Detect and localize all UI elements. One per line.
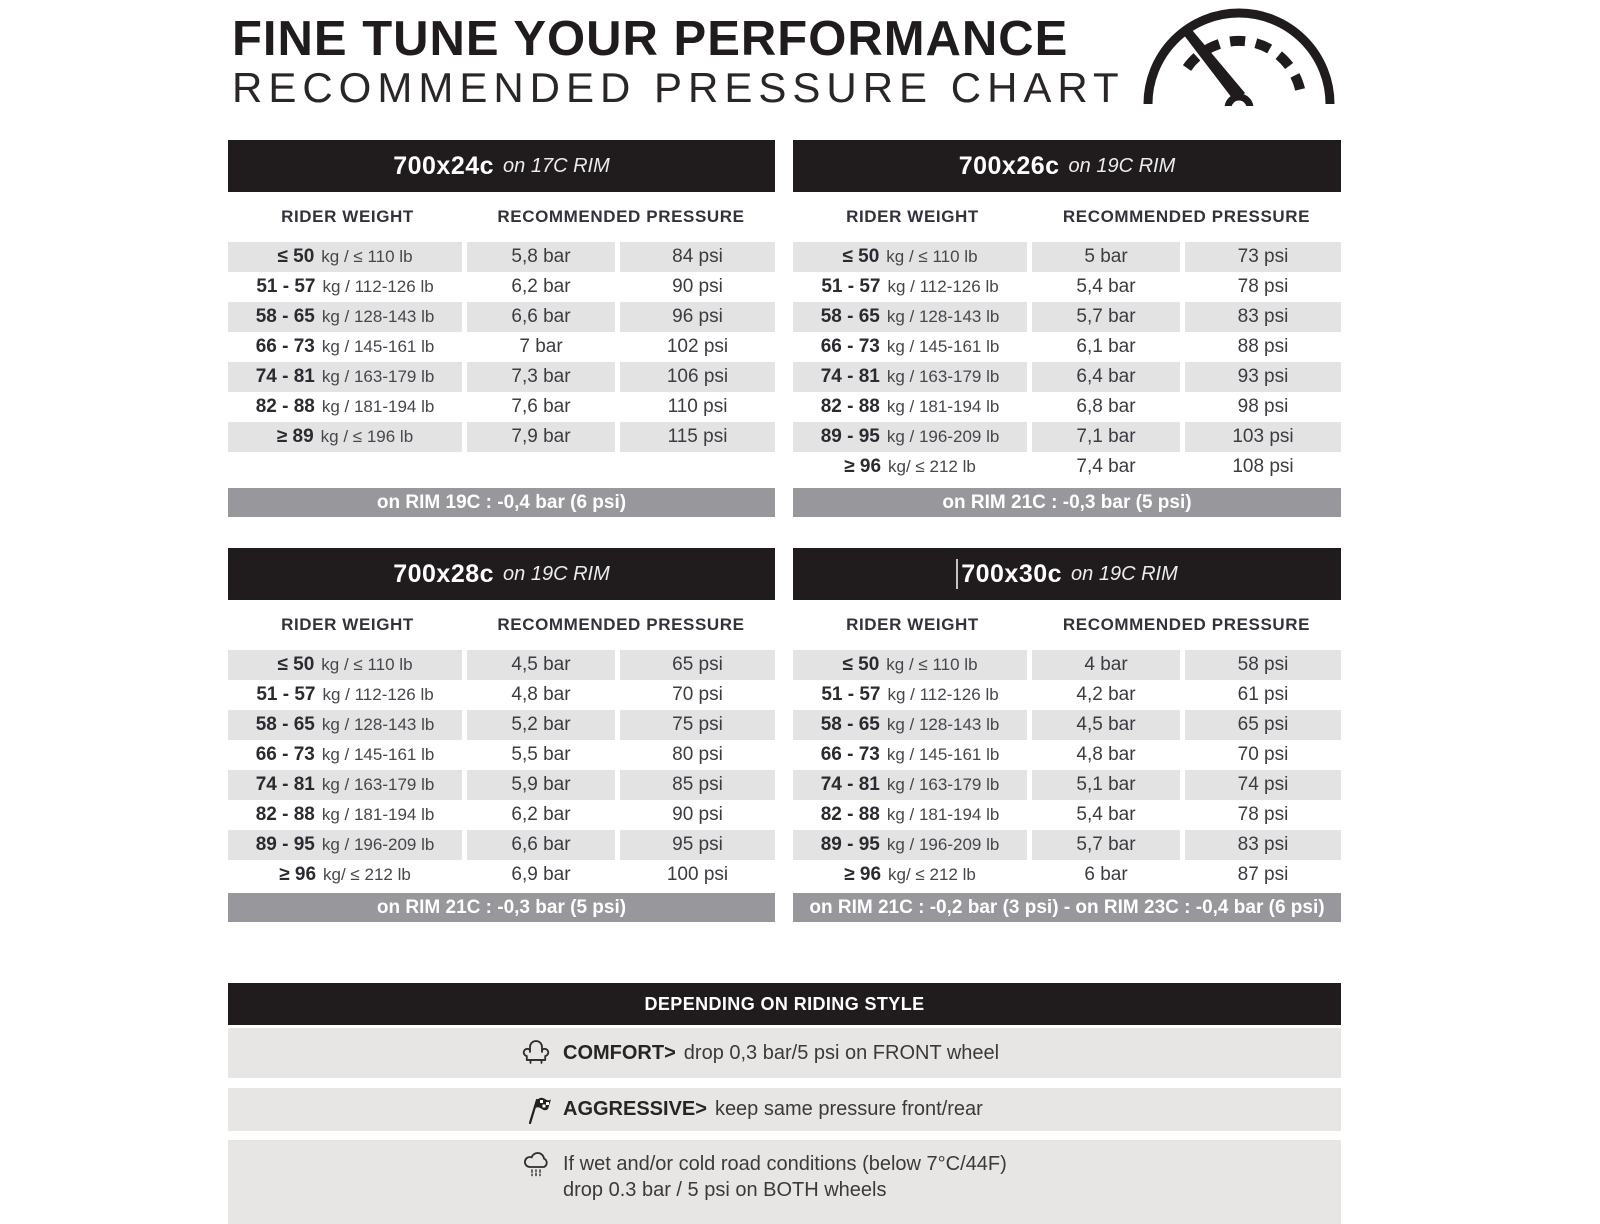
rider-weight-cell xyxy=(793,362,1027,392)
rider-weight-cell xyxy=(228,272,462,302)
riding-style-text: drop 0,3 bar/5 psi on FRONT wheel xyxy=(683,1041,1000,1064)
table-row xyxy=(228,242,775,272)
pressure-table-700x24c xyxy=(228,140,775,518)
pressure-psi-cell: 103 psi xyxy=(1185,422,1341,452)
weight-range-kg: ≤ 50 xyxy=(842,654,880,675)
rider-weight-cell xyxy=(228,830,462,860)
pressure-psi-cell: 100 psi xyxy=(666,864,729,885)
speedometer-gauge-icon xyxy=(1138,4,1340,106)
rider-weight-cell xyxy=(228,860,462,890)
weight-range-lb: kg / 181-194 lb xyxy=(886,805,1000,824)
riding-style-item xyxy=(228,1088,1341,1131)
weight-range-lb: kg / 163-179 lb xyxy=(321,775,435,794)
table-row xyxy=(793,332,1341,362)
table-row xyxy=(793,740,1341,770)
table-row xyxy=(228,770,775,800)
rim-adjustment-note: on RIM 21C : -0,2 bar (3 psi) - on RIM 23C : -0,4 bar (6 psi) xyxy=(793,893,1341,922)
weight-range-lb: kg / 112-126 lb xyxy=(322,685,434,704)
riding-style-item xyxy=(228,1028,1341,1078)
weight-range-kg: ≥ 96 xyxy=(279,864,317,885)
rider-weight-cell xyxy=(793,740,1027,770)
rim-adjustment-note: on RIM 21C : -0,3 bar (5 psi) xyxy=(793,488,1341,517)
rim-spec-label: on 17C RIM xyxy=(503,154,610,177)
rider-weight-cell xyxy=(228,770,462,800)
pressure-bar-cell: 6,4 bar xyxy=(1032,362,1180,392)
weight-range-kg: ≥ 96 xyxy=(844,456,882,477)
page-title: FINE TUNE YOUR PERFORMANCE xyxy=(232,12,1069,66)
table-row xyxy=(793,860,1341,890)
pressure-bar-cell: 7,1 bar xyxy=(1032,422,1180,452)
pressure-psi-cell: 84 psi xyxy=(620,242,775,272)
weight-range-kg: 66 - 73 xyxy=(820,336,880,357)
rim-spec-label: on 19C RIM xyxy=(503,562,610,585)
pressure-psi-cell: 90 psi xyxy=(672,804,723,825)
recommended-pressure-header: RECOMMENDED PRESSURE xyxy=(1062,615,1311,634)
rider-weight-cell xyxy=(793,302,1027,332)
riding-style-header: DEPENDING ON RIDING STYLE xyxy=(228,983,1341,1025)
weight-range-kg: ≥ 96 xyxy=(844,864,882,885)
rider-weight-cell xyxy=(793,830,1027,860)
pressure-bar-cell: 7,6 bar xyxy=(511,396,571,417)
rider-weight-cell xyxy=(793,452,1027,482)
pressure-bar-cell: 7,9 bar xyxy=(467,422,615,452)
weight-range-lb: kg / 128-143 lb xyxy=(886,715,1000,734)
weight-range-kg: 89 - 95 xyxy=(255,834,315,855)
weight-range-kg: 51 - 57 xyxy=(821,684,881,705)
riding-style-rows xyxy=(228,1028,1341,1224)
pressure-psi-cell: 85 psi xyxy=(620,770,775,800)
pressure-psi-cell: 90 psi xyxy=(672,276,723,297)
pressure-bar-cell: 5,7 bar xyxy=(1032,302,1180,332)
table-row xyxy=(228,740,775,770)
pressure-psi-cell: 83 psi xyxy=(1185,830,1341,860)
table-row xyxy=(793,272,1341,302)
rider-weight-cell xyxy=(793,332,1027,362)
weight-range-lb: kg / ≤ 196 lb xyxy=(320,427,414,446)
weight-range-lb: kg/ ≤ 212 lb xyxy=(888,457,976,476)
rider-weight-cell xyxy=(793,710,1027,740)
weight-range-kg: 82 - 88 xyxy=(820,804,880,825)
rider-weight-cell xyxy=(793,800,1027,830)
tire-size-label: 700x30c xyxy=(961,559,1063,588)
pressure-bar-cell: 6,9 bar xyxy=(511,864,571,885)
rider-weight-cell xyxy=(793,650,1027,680)
pressure-psi-cell: 110 psi xyxy=(667,396,728,417)
pressure-bar-cell: 5,7 bar xyxy=(1032,830,1180,860)
pressure-psi-cell: 75 psi xyxy=(620,710,775,740)
pressure-bar-cell: 4,5 bar xyxy=(467,650,615,680)
pressure-psi-cell: 115 psi xyxy=(620,422,775,452)
pressure-psi-cell: 96 psi xyxy=(620,302,775,332)
pressure-bar-cell: 5,8 bar xyxy=(467,242,615,272)
rider-weight-cell xyxy=(228,392,462,422)
table-row xyxy=(228,800,775,830)
pressure-table-700x30c xyxy=(793,548,1341,926)
weight-range-lb: kg/ ≤ 212 lb xyxy=(888,865,976,884)
table-row xyxy=(228,860,775,890)
weight-range-kg: 74 - 81 xyxy=(820,774,880,795)
pressure-bar-cell: 4,2 bar xyxy=(1076,684,1136,705)
pressure-bar-cell: 5,4 bar xyxy=(1076,276,1136,297)
rider-weight-cell xyxy=(793,770,1027,800)
checkered-flag-icon xyxy=(520,1094,552,1126)
pressure-psi-cell: 98 psi xyxy=(1237,396,1289,417)
column-headers xyxy=(228,600,775,650)
table-title-bar xyxy=(228,548,775,600)
pressure-psi-cell: 106 psi xyxy=(620,362,775,392)
table-rows xyxy=(793,650,1341,890)
table-row xyxy=(793,710,1341,740)
weight-range-kg: ≤ 50 xyxy=(277,246,315,267)
table-row xyxy=(228,302,775,332)
pressure-bar-cell: 7,4 bar xyxy=(1076,456,1136,477)
recommended-pressure-header: RECOMMENDED PRESSURE xyxy=(497,207,745,226)
rim-adjustment-note: on RIM 19C : -0,4 bar (6 psi) xyxy=(228,488,775,517)
weight-range-kg: 66 - 73 xyxy=(255,336,315,357)
weight-range-kg: 66 - 73 xyxy=(820,744,880,765)
pressure-bar-cell: 4,8 bar xyxy=(1076,744,1136,765)
weight-range-kg: 58 - 65 xyxy=(255,714,315,735)
table-row xyxy=(228,650,775,680)
weight-range-lb: kg / ≤ 110 lb xyxy=(321,655,413,674)
recommended-pressure-header: RECOMMENDED PRESSURE xyxy=(497,615,745,634)
rim-spec-label: on 19C RIM xyxy=(1071,562,1178,585)
rider-weight-cell xyxy=(228,332,462,362)
pressure-table-700x28c xyxy=(228,548,775,926)
table-row xyxy=(793,302,1341,332)
pressure-bar-cell: 6,1 bar xyxy=(1076,336,1136,357)
pressure-table-700x26c xyxy=(793,140,1341,518)
rider-weight-cell xyxy=(228,242,462,272)
table-title-bar xyxy=(228,140,775,192)
pressure-psi-cell: 70 psi xyxy=(672,684,723,705)
pressure-psi-cell: 95 psi xyxy=(620,830,775,860)
weight-range-kg: 51 - 57 xyxy=(256,276,316,297)
weight-range-kg: 74 - 81 xyxy=(820,366,880,387)
weight-range-lb: kg / 181-194 lb xyxy=(321,397,435,416)
pressure-bar-cell: 4,8 bar xyxy=(511,684,571,705)
pressure-bar-cell: 7,3 bar xyxy=(467,362,615,392)
riding-style-item xyxy=(228,1140,1341,1224)
pressure-bar-cell: 6,2 bar xyxy=(511,804,571,825)
weight-range-lb: kg / ≤ 110 lb xyxy=(321,247,413,266)
pressure-psi-cell: 108 psi xyxy=(1232,456,1294,477)
weight-range-kg: 66 - 73 xyxy=(255,744,315,765)
pressure-bar-cell: 5,9 bar xyxy=(467,770,615,800)
weight-range-lb: kg / 196-209 lb xyxy=(886,835,1000,854)
pressure-bar-cell: 6,6 bar xyxy=(467,830,615,860)
pressure-psi-cell: 83 psi xyxy=(1185,302,1341,332)
table-title-bar xyxy=(793,548,1341,600)
column-headers xyxy=(793,600,1341,650)
pressure-psi-cell: 93 psi xyxy=(1185,362,1341,392)
pressure-psi-cell: 74 psi xyxy=(1185,770,1341,800)
rider-weight-cell xyxy=(228,740,462,770)
table-row xyxy=(793,422,1341,452)
pressure-psi-cell: 102 psi xyxy=(666,336,729,357)
rider-weight-cell xyxy=(228,422,462,452)
tire-size-label: 700x26c xyxy=(958,151,1060,180)
table-row xyxy=(793,770,1341,800)
weight-range-lb: kg / 163-179 lb xyxy=(886,775,1000,794)
armchair-icon xyxy=(520,1037,552,1069)
rider-weight-cell xyxy=(793,422,1027,452)
table-rows xyxy=(228,650,775,890)
weight-range-kg: 74 - 81 xyxy=(255,366,315,387)
pressure-psi-cell: 65 psi xyxy=(1185,710,1341,740)
weight-range-lb: kg / 128-143 lb xyxy=(321,307,435,326)
table-row xyxy=(228,392,775,422)
weight-range-lb: kg / ≤ 110 lb xyxy=(886,655,978,674)
pressure-bar-cell: 7 bar xyxy=(519,336,563,357)
pressure-psi-cell: 70 psi xyxy=(1237,744,1289,765)
table-row xyxy=(228,830,775,860)
rider-weight-cell xyxy=(793,680,1027,710)
weight-range-lb: kg / 145-161 lb xyxy=(321,745,435,764)
pressure-psi-cell: 88 psi xyxy=(1237,336,1289,357)
table-row xyxy=(793,800,1341,830)
table-row xyxy=(793,830,1341,860)
rider-weight-header: RIDER WEIGHT xyxy=(846,615,979,634)
weight-range-kg: 82 - 88 xyxy=(255,396,315,417)
riding-style-text: keep same pressure front/rear xyxy=(714,1098,983,1120)
pressure-psi-cell: 58 psi xyxy=(1185,650,1341,680)
table-row xyxy=(228,422,775,452)
weight-range-kg: 89 - 95 xyxy=(820,426,880,447)
weight-range-kg: 82 - 88 xyxy=(820,396,880,417)
rider-weight-header: RIDER WEIGHT xyxy=(281,207,414,226)
weight-range-lb: kg / ≤ 110 lb xyxy=(886,247,978,266)
rider-weight-cell xyxy=(228,680,462,710)
rider-weight-header: RIDER WEIGHT xyxy=(281,615,414,634)
rider-weight-cell xyxy=(793,242,1027,272)
weight-range-lb: kg / 196-209 lb xyxy=(321,835,435,854)
weight-range-kg: ≥ 89 xyxy=(276,426,314,447)
table-row xyxy=(793,680,1341,710)
pressure-bar-cell: 5,5 bar xyxy=(511,744,571,765)
weight-range-lb: kg / 163-179 lb xyxy=(321,367,435,386)
weight-range-kg: ≤ 50 xyxy=(842,246,880,267)
table-row xyxy=(228,680,775,710)
table-row xyxy=(793,362,1341,392)
table-rows xyxy=(793,242,1341,482)
pressure-psi-cell: 73 psi xyxy=(1185,242,1341,272)
weight-range-kg: ≤ 50 xyxy=(277,654,315,675)
table-row xyxy=(228,332,775,362)
weight-range-lb: kg / 112-126 lb xyxy=(887,685,999,704)
weight-range-kg: 82 - 88 xyxy=(255,804,315,825)
weight-range-kg: 51 - 57 xyxy=(256,684,316,705)
pressure-bar-cell: 5,4 bar xyxy=(1076,804,1136,825)
pressure-bar-cell: 6,2 bar xyxy=(511,276,571,297)
riding-style-label: COMFORT> xyxy=(563,1041,676,1064)
table-row xyxy=(228,272,775,302)
weight-range-lb: kg / 112-126 lb xyxy=(887,277,999,296)
weight-range-lb: kg / 145-161 lb xyxy=(886,745,1000,764)
rider-weight-cell xyxy=(228,800,462,830)
rider-weight-cell xyxy=(228,362,462,392)
riding-style-label: AGGRESSIVE> xyxy=(563,1098,707,1120)
table-rows xyxy=(228,242,775,452)
weight-range-lb: kg / 145-161 lb xyxy=(321,337,435,356)
table-row xyxy=(793,392,1341,422)
pressure-bar-cell: 6,8 bar xyxy=(1076,396,1136,417)
pressure-bar-cell: 4,5 bar xyxy=(1032,710,1180,740)
text-cursor-artifact xyxy=(956,559,958,589)
pressure-bar-cell: 5,2 bar xyxy=(467,710,615,740)
weight-range-kg: 58 - 65 xyxy=(820,714,880,735)
rider-weight-header: RIDER WEIGHT xyxy=(846,207,979,226)
pressure-psi-cell: 78 psi xyxy=(1237,804,1289,825)
page-header xyxy=(232,14,1125,109)
weight-range-lb: kg / 128-143 lb xyxy=(321,715,435,734)
weight-range-kg: 51 - 57 xyxy=(821,276,881,297)
riding-style-text-line1: If wet and/or cold road conditions (below 7°C/44F) xyxy=(563,1153,1007,1175)
page-subtitle: RECOMMENDED PRESSURE CHART xyxy=(232,64,1125,111)
table-row xyxy=(793,242,1341,272)
weight-range-lb: kg / 181-194 lb xyxy=(886,397,1000,416)
recommended-pressure-header: RECOMMENDED PRESSURE xyxy=(1062,207,1311,226)
riding-style-section xyxy=(228,983,1341,1224)
rain-cloud-icon xyxy=(520,1149,552,1181)
rider-weight-cell xyxy=(228,710,462,740)
table-title-bar xyxy=(793,140,1341,192)
pressure-bar-cell: 6,6 bar xyxy=(467,302,615,332)
tire-size-label: 700x24c xyxy=(393,151,495,180)
pressure-psi-cell: 65 psi xyxy=(620,650,775,680)
rim-adjustment-note: on RIM 21C : -0,3 bar (5 psi) xyxy=(228,893,775,922)
weight-range-lb: kg / 196-209 lb xyxy=(886,427,1000,446)
column-headers xyxy=(793,192,1341,242)
pressure-psi-cell: 61 psi xyxy=(1237,684,1289,705)
weight-range-lb: kg / 128-143 lb xyxy=(886,307,1000,326)
riding-style-text-line2: drop 0.3 bar / 5 psi on BOTH wheels xyxy=(563,1179,887,1201)
rider-weight-cell xyxy=(228,650,462,680)
weight-range-lb: kg / 145-161 lb xyxy=(886,337,1000,356)
pressure-bar-cell: 6 bar xyxy=(1084,864,1128,885)
weight-range-kg: 89 - 95 xyxy=(820,834,880,855)
rim-spec-label: on 19C RIM xyxy=(1068,154,1176,177)
rider-weight-cell xyxy=(793,272,1027,302)
pressure-psi-cell: 80 psi xyxy=(672,744,723,765)
pressure-bar-cell: 4 bar xyxy=(1032,650,1180,680)
weight-range-lb: kg / 112-126 lb xyxy=(322,277,434,296)
pressure-bar-cell: 5 bar xyxy=(1032,242,1180,272)
pressure-psi-cell: 78 psi xyxy=(1237,276,1289,297)
table-row xyxy=(228,710,775,740)
rider-weight-cell xyxy=(228,302,462,332)
weight-range-kg: 74 - 81 xyxy=(255,774,315,795)
rider-weight-cell xyxy=(793,860,1027,890)
weight-range-lb: kg / 163-179 lb xyxy=(886,367,1000,386)
weight-range-kg: 58 - 65 xyxy=(820,306,880,327)
table-row xyxy=(793,650,1341,680)
weight-range-lb: kg / 181-194 lb xyxy=(321,805,435,824)
column-headers xyxy=(228,192,775,242)
weight-range-lb: kg/ ≤ 212 lb xyxy=(323,865,411,884)
table-row xyxy=(228,362,775,392)
pressure-psi-cell: 87 psi xyxy=(1237,864,1289,885)
weight-range-kg: 58 - 65 xyxy=(255,306,315,327)
tire-size-label: 700x28c xyxy=(393,559,495,588)
rider-weight-cell xyxy=(793,392,1027,422)
table-row xyxy=(793,452,1341,482)
pressure-bar-cell: 5,1 bar xyxy=(1032,770,1180,800)
